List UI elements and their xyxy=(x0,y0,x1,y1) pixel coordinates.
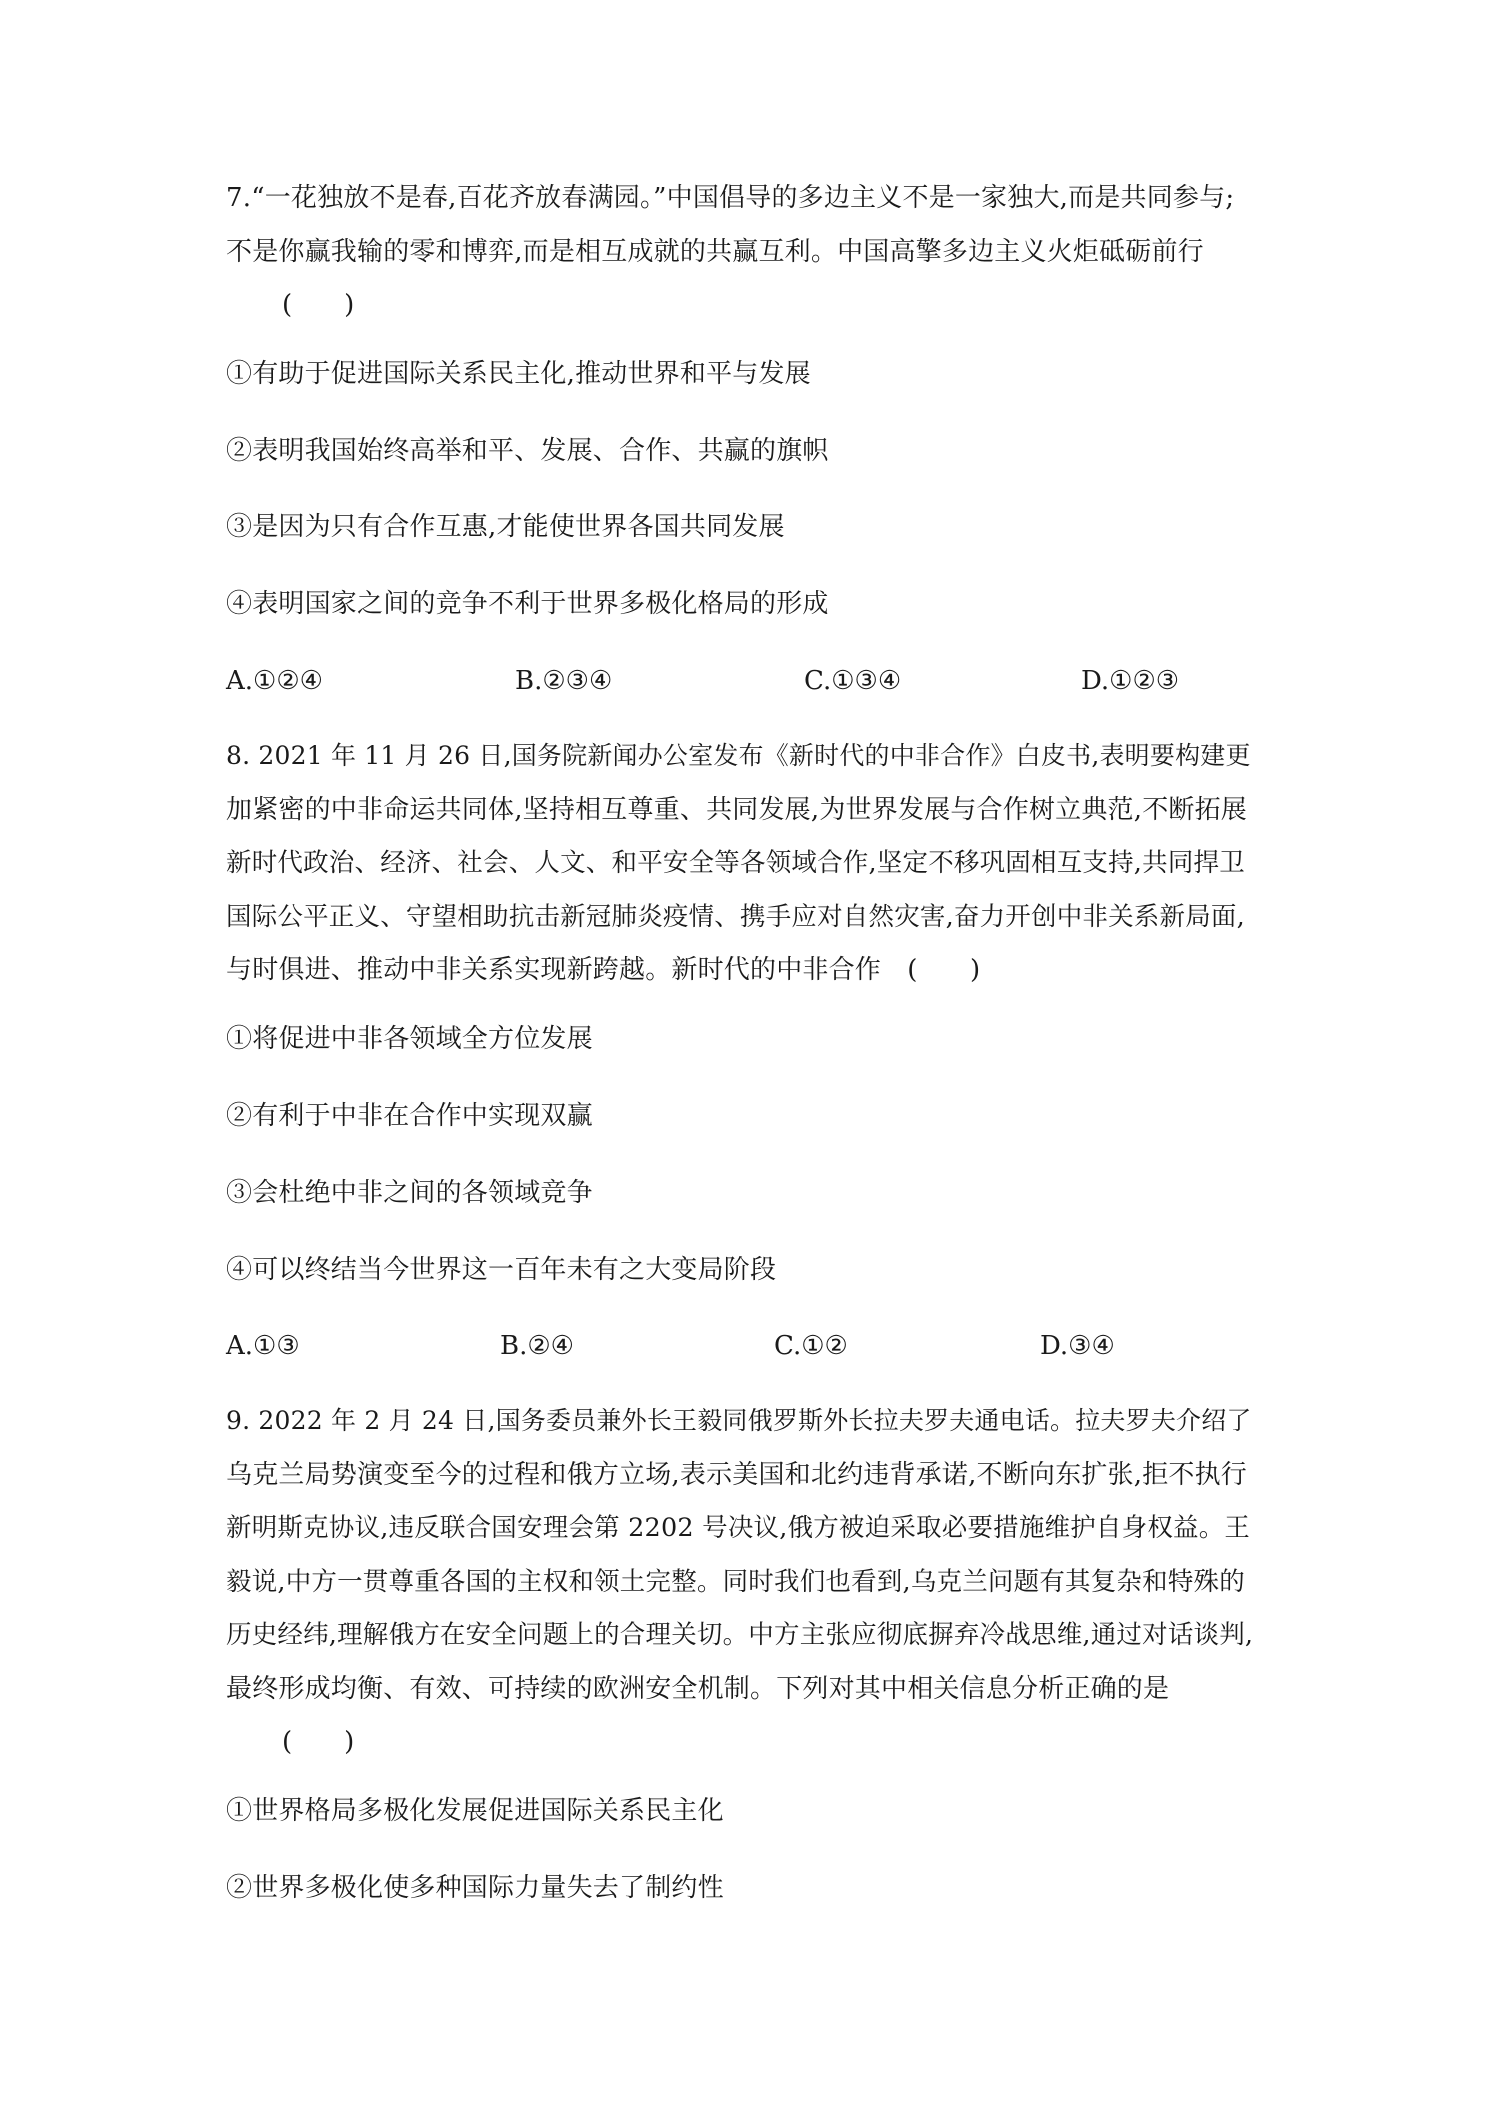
question-7-statement-4: ④表明国家之间的竞争不利于世界多极化格局的形成 xyxy=(226,589,829,619)
question-8-stem-line-5: 与时俱进、推动中非关系实现新跨越。新时代的中非合作 ( ) xyxy=(226,955,981,985)
question-8-stem-line-3: 新时代政治、经济、社会、人文、和平安全等各领域合作,坚定不移巩固相互支持,共同捍卫 xyxy=(226,848,1245,878)
question-7-stem-line-1: 7.“一花独放不是春,百花齐放春满园。”中国倡导的多边主义不是一家独大,而是共同参与; xyxy=(226,183,1235,213)
question-7-option-b: B.②③④ xyxy=(515,666,613,696)
question-8-option-c: C.①② xyxy=(774,1331,848,1361)
question-8-option-d: D.③④ xyxy=(1040,1331,1115,1361)
question-8-statement-4: ④可以终结当今世界这一百年未有之大变局阶段 xyxy=(226,1255,777,1285)
question-7-statement-2: ②表明我国始终高举和平、发展、合作、共赢的旗帜 xyxy=(226,436,829,466)
question-8-stem-line-1: 8. 2021 年 11 月 26 日,国务院新闻办公室发布《新时代的中非合作》白皮书,表明要构建更 xyxy=(226,741,1251,770)
question-8-option-a: A.①③ xyxy=(226,1331,300,1361)
question-9-stem-line-1: 9. 2022 年 2 月 24 日,国务委员兼外长王毅同俄罗斯外长拉夫罗夫通电话。拉夫罗夫介绍了 xyxy=(226,1406,1252,1435)
question-9-answer-bracket: ( ) xyxy=(282,1727,355,1757)
question-8-statement-1: ①将促进中非各领域全方位发展 xyxy=(226,1024,593,1054)
question-8-stem-line-2: 加紧密的中非命运共同体,坚持相互尊重、共同发展,为世界发展与合作树立典范,不断拓展 xyxy=(226,795,1247,825)
question-7-answer-bracket: ( ) xyxy=(282,290,355,320)
question-9-statement-2: ②世界多极化使多种国际力量失去了制约性 xyxy=(226,1873,724,1903)
question-8-statement-3: ③会杜绝中非之间的各领域竞争 xyxy=(226,1178,593,1208)
question-7-stem-line-2: 不是你赢我输的零和博弈,而是相互成就的共赢互利。中国高擎多边主义火炬砥砺前行 xyxy=(226,237,1204,267)
question-9-stem-line-3: 新明斯克协议,违反联合国安理会第 2202 号决议,俄方被迫采取必要措施维护自身权益。王 xyxy=(226,1513,1251,1543)
question-8-option-b: B.②④ xyxy=(500,1331,574,1361)
question-9-stem-line-6: 最终形成均衡、有效、可持续的欧洲安全机制。下列对其中相关信息分析正确的是 xyxy=(226,1674,1170,1704)
question-8-statement-2: ②有利于中非在合作中实现双赢 xyxy=(226,1101,593,1131)
question-7-statement-3: ③是因为只有合作互惠,才能使世界各国共同发展 xyxy=(226,512,785,542)
question-9-statement-1: ①世界格局多极化发展促进国际关系民主化 xyxy=(226,1796,724,1826)
question-7-option-a: A.①②④ xyxy=(226,666,323,696)
question-7-option-d: D.①②③ xyxy=(1081,666,1180,696)
question-7-statement-1: ①有助于促进国际关系民主化,推动世界和平与发展 xyxy=(226,359,811,389)
question-9-stem-line-5: 历史经纬,理解俄方在安全问题上的合理关切。中方主张应彻底摒弃冷战思维,通过对话谈判, xyxy=(226,1620,1254,1650)
question-7-option-c: C.①③④ xyxy=(804,666,902,696)
question-8-stem-line-4: 国际公平正义、守望相助抗击新冠肺炎疫情、携手应对自然灾害,奋力开创中非关系新局面, xyxy=(226,902,1245,932)
question-9-stem-line-4: 毅说,中方一贯尊重各国的主权和领土完整。同时我们也看到,乌克兰问题有其复杂和特殊的 xyxy=(226,1567,1245,1597)
question-9-stem-line-2: 乌克兰局势演变至今的过程和俄方立场,表示美国和北约违背承诺,不断向东扩张,拒不执行 xyxy=(226,1460,1247,1490)
